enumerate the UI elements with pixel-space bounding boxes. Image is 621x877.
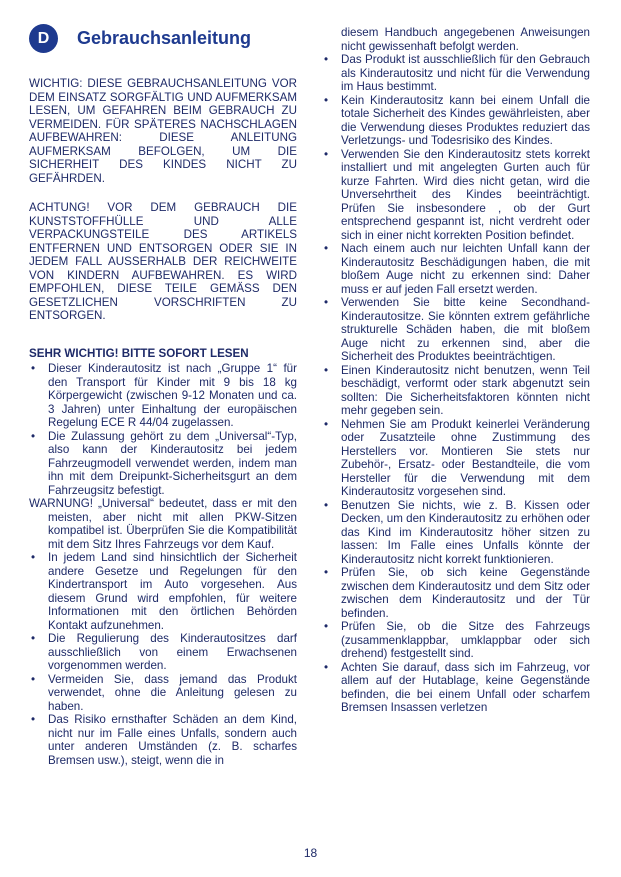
left-column xyxy=(29,77,297,767)
list-item: • Die Zulassung gehört zu dem „Universal“-Typ, also kann der Kinderautositz bei jedem Fahrzeugmodell verwendet werden, indem man ihn mit dem Dreipunkt-Sicherheitsgurt an dem Fahrzeugsitz befestigt. xyxy=(29,430,297,498)
list-item: • Dieser Kinderautositz ist nach „Gruppe 1“ für den Transport für Kinder mit 9 bis 18 kg Körpergewicht (zwischen 9-12 Monaten und ca. 3 Jahren) unter Einhaltung der europäischen Regelung ECE R 44/04 zugelassen. xyxy=(29,362,297,430)
right-column xyxy=(322,26,590,715)
language-badge: D xyxy=(29,24,58,53)
list-item: • Einen Kinderautositz nicht benutzen, wenn Teil beschädigt, verformt oder stark abgenutzt sein sollten: Die Sicherheitsfaktoren könnten nicht mehr gegeben sein. xyxy=(322,364,590,418)
warning-paragraph: WARNUNG! „Universal“ bedeutet, dass er mit den meisten, aber nicht mit allen PKW-Sitzen kompatibel ist. Überprüfen Sie die Kompatibilität mit dem Sitz Ihres Fahrzeugs vor dem Kauf. xyxy=(29,497,297,551)
notice-list-b xyxy=(29,551,297,767)
list-item: • In jedem Land sind hinsichtlich der Sicherheit andere Gesetze und Regelungen für den Kindertransport im Auto vorgesehen. Aus diesem Grund wird empfohlen, für weitere Informationen mit den örtlichen Behörden Kontakt aufzunehmen. xyxy=(29,551,297,632)
list-item: • Nach einem auch nur leichten Unfall kann der Kinderautositz Beschädigungen haben, die mit bloßem Auge nicht zu erkennen sind: Daher muss er auf jeden Fall ersetzt werden. xyxy=(322,242,590,296)
list-item: • Nehmen Sie am Produkt keinerlei Veränderung oder Zusatzteile ohne Zustimmung des Herstellers vor. Montieren Sie stets nur Zubehör-, Ersatz- oder Bestandteile, die vom Hersteller für die Verwendung mit dem Kinderautositz vorgesehen sind. xyxy=(322,418,590,499)
list-item: • Das Risiko ernsthafter Schäden an dem Kind, nicht nur im Falle eines Unfalls, sondern auch unter anderen Umständen (z. B. scharfes Bremsen usw.), steigt, wenn die in xyxy=(29,713,297,767)
list-item: • Das Produkt ist ausschließlich für den Gebrauch als Kinderautositz und nicht für die Verwendung im Haus bestimmt. xyxy=(322,53,590,94)
list-item: • Achten Sie darauf, dass sich im Fahrzeug, vor allem auf der Hutablage, keine Gegenstände befinden, die bei einem Unfall oder scharfem Bremsen Insassen verletzen xyxy=(322,661,590,715)
intro-wichtig: WICHTIG: DIESE GEBRAUCHSANLEITUNG VOR DEM EINSATZ SORGFÄLTIG UND AUFMERKSAM LESEN, UM GEFAHREN BEIM GEBRAUCH ZU VERMEIDEN. FÜR SPÄTERES NACHSCHLAGEN AUFBEWAHREN: DIESE ANLEITUNG AUFMERKSAM BEFOLGEN, UM DIE SICHERHEIT DES KINDES NICHT ZU GEFÄHRDEN. xyxy=(29,77,297,185)
notice-list-a xyxy=(29,362,297,497)
list-item: • Die Regulierung des Kinderautositzes darf ausschließlich von einem Erwachsenen vorgenommen werden. xyxy=(29,632,297,673)
notice-heading: SEHR WICHTIG! BITTE SOFORT LESEN xyxy=(29,346,249,360)
continuation-text: diesem Handbuch angegebenen Anweisungen nicht gewissenhaft befolgt werden. xyxy=(341,26,590,53)
list-item: • Vermeiden Sie, dass jemand das Produkt verwendet, ohne die Anleitung gelesen zu haben. xyxy=(29,673,297,714)
page-number: 18 xyxy=(303,846,318,860)
list-item: • Kein Kinderautositz kann bei einem Unfall die totale Sicherheit des Kindes gewährleisten, aber die Verwendung dieses Produktes reduziert das Verletzungs- und Todesrisiko des Kindes. xyxy=(322,94,590,148)
intro-achtung: ACHTUNG! VOR DEM GEBRAUCH DIE KUNSTSTOFFHÜLLE UND ALLE VERPACKUNGSTEILE DES ARTIKELS ENTFERNEN UND ENTSORGEN ODER SIE IN JEDEM FALL AUSSERHALB DER REICHWEITE VON KINDERN AUFBEWAHREN. ES WIRD EMPFOHLEN, DIESE TEILE GEMÄSS DEN GESETZLICHEN VORSCHRIFTEN ZU ENTSORGEN. xyxy=(29,201,297,322)
list-item: • Verwenden Sie bitte keine Secondhand-Kinderautositze. Sie könnten extrem gefährliche strukturelle Schäden haben, die mit bloßem Auge nicht zu erkennen sind, aber die Sicherheit des Produktes beeinträchtigen. xyxy=(322,296,590,364)
list-item: • Prüfen Sie, ob sich keine Gegenstände zwischen dem Kinderautositz und dem Sitz oder zwischen dem Kinderautositz und der Tür befinden. xyxy=(322,566,590,620)
page-header xyxy=(29,24,251,53)
list-item: • Prüfen Sie, ob die Sitze des Fahrzeugs (zusammenklappbar, umklappbar oder sich drehend) festgestellt sind. xyxy=(322,620,590,661)
right-list xyxy=(322,53,590,715)
list-item: • Verwenden Sie den Kinderautositz stets korrekt installiert und mit angelegten Gurten auch für kurze Fahrten. Wird dies nicht getan, wird die Unversehrtheit des Kindes beeinträchtigt. Prüfen Sie insbesondere , ob der Gurt entsprechend gespannt ist, nicht verdreht oder sich in einer nicht korrekten Position befindet. xyxy=(322,148,590,243)
page-title: Gebrauchsanleitung xyxy=(77,28,252,48)
list-item: • Benutzen Sie nichts, wie z. B. Kissen oder Decken, um den Kinderautositz zu erhöhen oder das Kind im Kinderautositz höher sitzen zu lassen: Im Falle eines Unfalls könnte der Kinderautositz nicht korrekt funktionieren. xyxy=(322,499,590,567)
